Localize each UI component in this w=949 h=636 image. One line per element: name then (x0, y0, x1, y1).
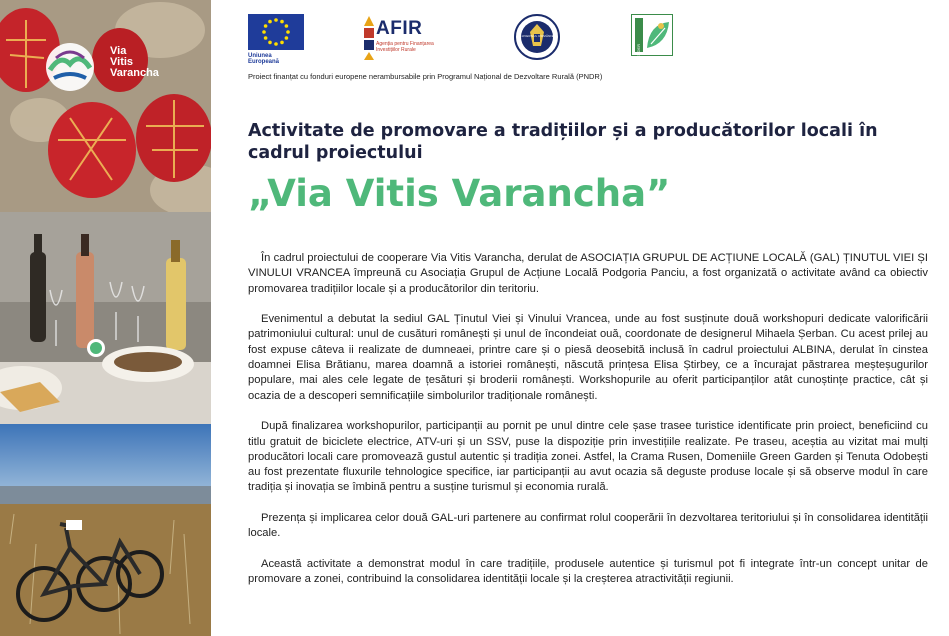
eu-caption: Uniunea Europeană (248, 53, 280, 65)
afir-name: AFIR (376, 18, 423, 39)
photo-wine-tasting (0, 212, 211, 424)
logo-line-3: Varancha (110, 67, 159, 79)
afir-logo (362, 14, 442, 62)
logo-text (110, 46, 159, 79)
article-body (248, 251, 928, 603)
eu-flag-icon (248, 14, 304, 50)
paragraph-intro: În cadrul proiectului de cooperare Via Vitis Varancha, derulat de ASOCIAȚIA GRUPUL DE ACȚIUNE LOCALĂ (GAL) ȚINUTUL VIEI ȘI VINULUI VRANCEA împreună cu Asociația Grupul de Acțiune Locală Podgoria Panciu, a fost organizată o activitate având ca obiectiv promovarea tradițiilor locale și a producătorilor din teritoriu. (248, 252, 928, 295)
paragraph-partners: Prezența și implicarea celor două GAL-uri partenere au confirmat rolul cooperării în dezvoltarea teritoriului și în consolidarea identității locale. (248, 512, 928, 540)
logo-line-1: Via (110, 45, 127, 57)
project-name-title: „Via Vitis Varancha” (248, 172, 671, 215)
paragraph-tour: După finalizarea workshopurilor, participanții au pornit pe unul dintre cele șase trasee turistice identificate prin proiect, beneficiind cu titlu gratuit de biciclete electrice, ATV-uri și un SSV, puse la dispoziție prin investițiile realizate. Pe traseu, aceștia au vizitat mai mulți producători locali care promovează gustul autentic și tradiția zonei. Astfel, la Crama Rusen, Domeniile Green Garden și Tenuta Odobești au fost prezentate fluxurile tehnologice specifice, iar participanții au avut ocazia să deguste produse locale și să observe modul în care tradiția și inovația se îmbină pentru a susține turismul și economia rurală. (248, 420, 928, 494)
page-title: Activitate de promovare a tradițiilor și a producătorilor locali în cadrul proiectului (248, 121, 878, 163)
paragraph-conclusion: Această activitate a demonstrat modul în care tradițiile, produsele autentice și turismul pot fi integrate într-un concept unitar de promovare a zonei, contribuind la consolidarea identității locale și la creșterea atractivității regiunii. (248, 557, 928, 586)
paragraph-workshops: Evenimentul a debutat la sediul GAL Ținutul Viei și Vinului Vrancea, unde au fost susținute două workshopuri dedicate valorificării patrimoniului cultural: unul de cusături românești și unul de încondeiat ouă, coordonate de designerul Mihaela Șerban. Cu acest prilej au fost expuse câteva ii realizate de dumneaei, printre care și o piesă deosebită inclusă în cadrul proiectului ALBINA, derulat în cinstea doamnei Elisa Brătianu, marea doamnă a istoriei românești, născută prințesa Elisa Știrbey, ce a încurajat păstrarea meșteșugurilor populare, mai ales cele legate de țesături și broderii românești. Workshopurile au oferit participanților atât cunoștințe practice, cât și ocazia de a descoperi semnificațiile simbolurilor tradiționale românești. (248, 313, 928, 402)
via-vitis-logo (44, 40, 164, 94)
gov-text: GUVERNUL ROMÂNIEI (519, 34, 555, 38)
leader-logo (631, 14, 673, 61)
government-logo (514, 14, 560, 60)
afir-emblem-icon (362, 16, 376, 60)
photo-bikes (0, 424, 211, 636)
funding-statement: Proiect finanțat cu fonduri europene nerambursabile prin Programul Național de Dezvoltare Rurală (PNDR) (248, 72, 603, 81)
sponsor-logos (248, 14, 938, 74)
photo-painted-eggs (0, 0, 211, 212)
logo-line-2: Vitis (110, 56, 134, 68)
afir-subtitle: Agenția pentru Finanțarea Investițiilor Rurale (376, 41, 434, 53)
photo-strip (0, 0, 211, 636)
logo-mark-icon (44, 40, 96, 94)
leader-text: LEADER (636, 44, 641, 61)
eu-logo (248, 14, 304, 65)
